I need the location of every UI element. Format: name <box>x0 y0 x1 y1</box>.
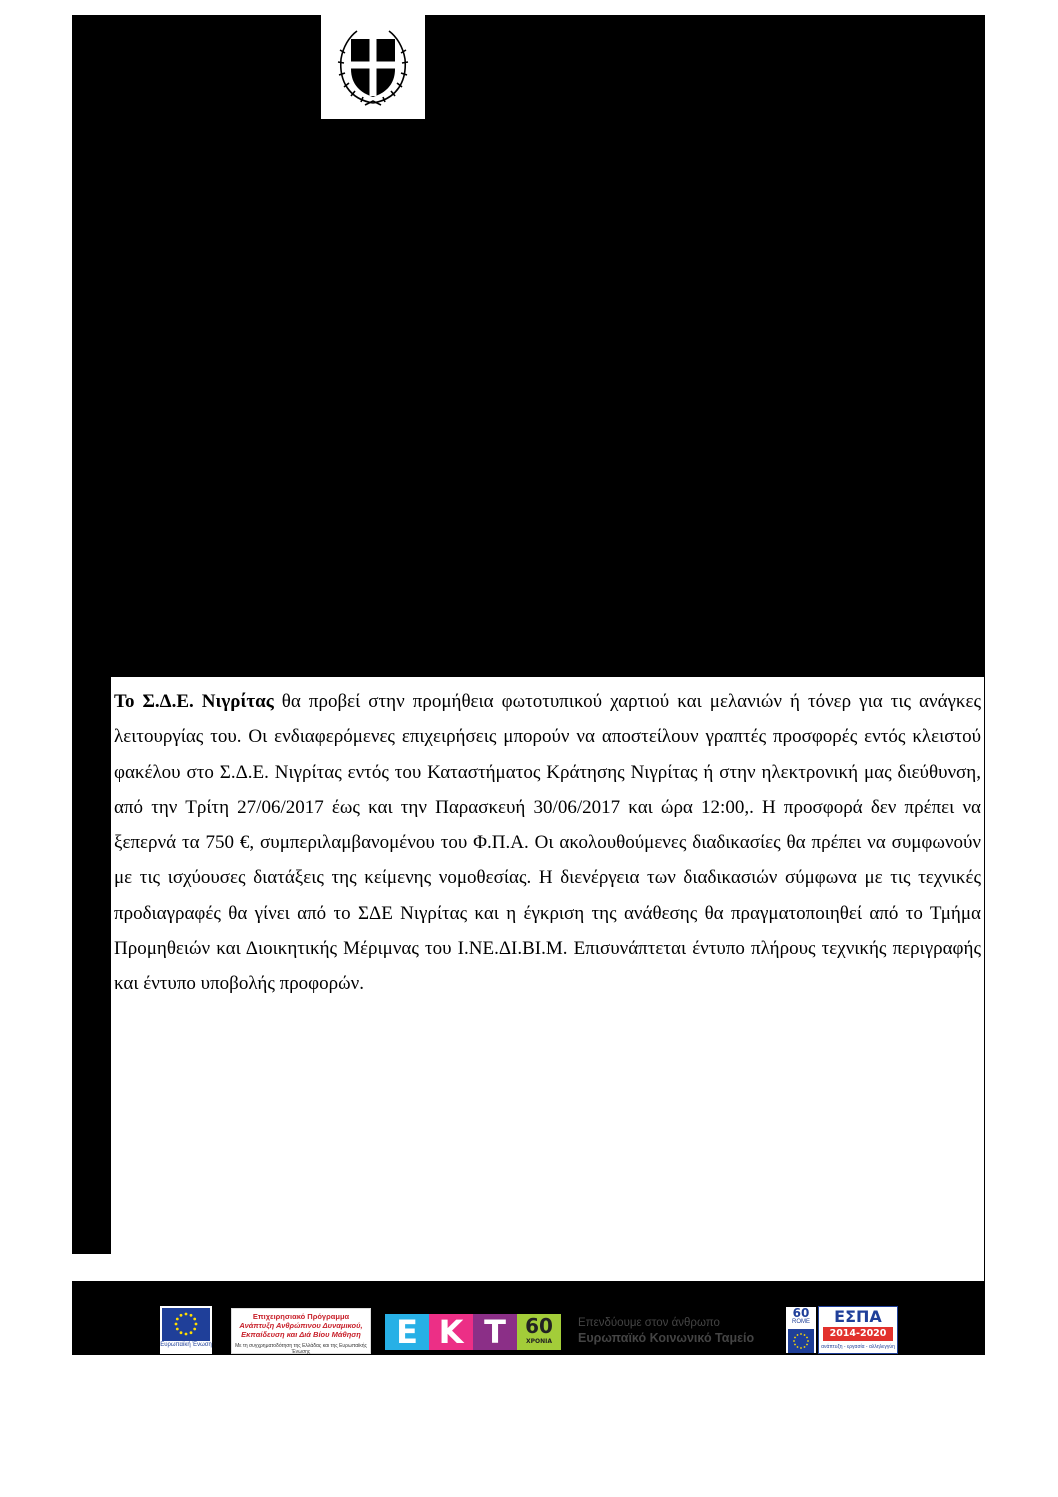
ekt-60-sub: ΧΡΟΝΙΑ <box>525 1338 553 1345</box>
rome-60-number: 60 <box>792 1306 810 1320</box>
espa-logo <box>818 1306 898 1354</box>
page-border-line <box>984 677 985 1281</box>
redacted-left-strip <box>72 677 111 1254</box>
ekt-60-number: 60 <box>525 1314 553 1338</box>
ekt-letter-e: Ε <box>385 1314 429 1350</box>
ekt-logo <box>385 1314 561 1350</box>
slogan-line-2: Ευρωπαϊκό Κοινωνικό Ταμείο <box>578 1331 755 1345</box>
announcement-text: θα προβεί στην προμήθεια φωτοτυπικού χαρτιού και μελανιών ή τόνερ για τις ανάγκες λειτουργίας του. Οι ενδιαφερόμενες επιχειρήσεις μπορούν να αποστείλουν γραπτές προσφορές εντός κλειστού φακέλου στο Σ.Δ.Ε. Νιγρίτας εντός του Καταστήματος Κράτησης Νιγρίτας ή στην ηλεκτρονική μας διεύθυνση, από την Τρίτη 27/06/2017 έως και την Παρασκευή 30/06/2017 και ώρα 12:00,. Η προσφορά δεν πρέπει να ξεπερνά τα 750 €, συμπεριλαμβανομένου του Φ.Π.Α. Οι ακολουθούμενες διαδικασίες θα πρέπει να συμφωνούν με τις ισχύουσες διατάξεις της κείμενης νομοθεσίας. Η διενέργεια των διαδικασιών σύμφωνα με τις τεχνικές προδιαγραφές θα γίνει από το ΣΔΕ Νιγρίτας και η έγκριση της ανάθεσης θα πραγματοποιηθεί από το Τμήμα Προμηθειών και Διοικητικής Μέριμνας του Ι.ΝΕ.ΔΙ.ΒΙ.Μ. Επισυνάπτεται έντυπο πλήρους τεχνικής περιγραφής και έντυπο υποβολής προφορών. <box>114 691 981 995</box>
ekt-60-badge <box>517 1314 561 1350</box>
rome-60-logo <box>786 1307 816 1353</box>
announcement-paragraph <box>114 684 981 1002</box>
eu-flag-icon <box>162 1308 210 1341</box>
eu-caption: Ευρωπαϊκή Ένωση <box>160 1342 212 1348</box>
eu-logo <box>160 1306 212 1354</box>
rome-label: ROME <box>792 1319 810 1325</box>
esf-slogan <box>578 1316 783 1346</box>
espa-title: ΕΣΠΑ <box>834 1307 882 1326</box>
op-cofunding-note: Με τη συγχρηματοδότηση της Ελλάδας και της Ευρωπαϊκής Ένωσης <box>235 1343 367 1355</box>
eu-flag-small-icon <box>788 1329 814 1353</box>
ekt-letter-k: Κ <box>429 1314 473 1350</box>
greek-state-emblem-icon <box>321 15 425 119</box>
op-title: Επιχειρησιακό Πρόγραμμα <box>252 1312 350 1321</box>
redacted-header-block <box>72 15 985 677</box>
slogan-line-1: Επενδύουμε στον άνθρωπο <box>578 1317 720 1329</box>
ekt-letter-t: Τ <box>473 1314 517 1350</box>
announcement-lead: Το Σ.Δ.Ε. Νιγρίτας <box>114 691 274 712</box>
espa-motto: ανάπτυξη - εργασία - αλληλεγγύη <box>821 1344 895 1350</box>
espa-years: 2014-2020 <box>823 1327 893 1341</box>
operational-programme-logo <box>231 1308 371 1354</box>
op-subtitle: Ανάπτυξη Ανθρώπινου Δυναμικού, Εκπαίδευση και Διά Βίου Μάθηση <box>239 1321 363 1339</box>
